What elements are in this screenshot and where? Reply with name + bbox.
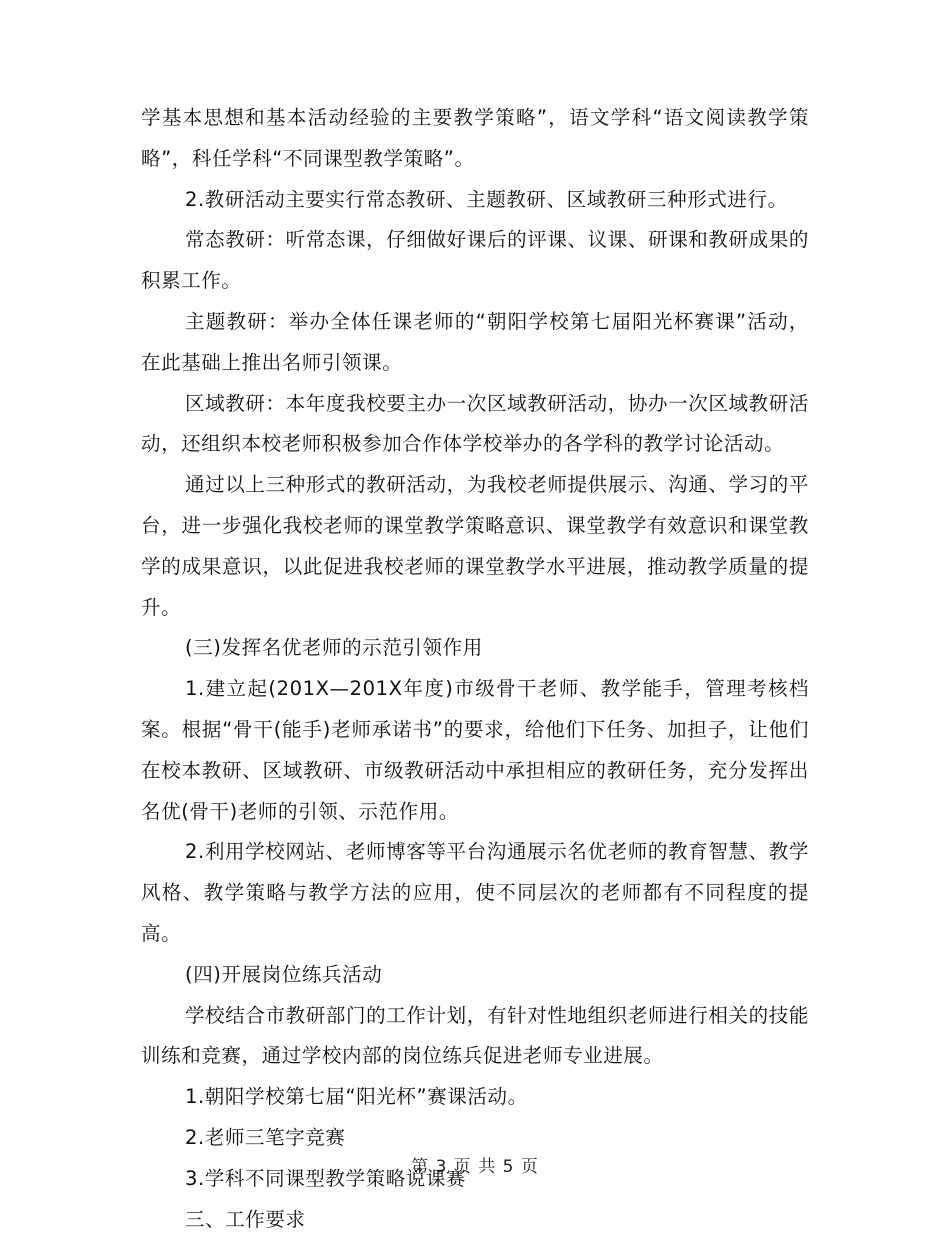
paragraph: 学校结合市教研部门的工作计划，有针对性地组织老师进行相关的技能训练和竞赛，通过学校内部的岗位练兵促进老师专业进展。: [141, 1003, 809, 1068]
paragraph: 常态教研：听常态课，仔细做好课后的评课、议课、研课和教研成果的积累工作。: [141, 228, 809, 293]
paragraph: 2.老师三笔字竞赛: [185, 1125, 346, 1149]
paragraph: 通过以上三种形式的教研活动，为我校老师提供展示、沟通、学习的平台，进一步强化我校老师的课堂教学策略意识、课堂教学有效意识和课堂教学的成果意识，以此促进我校老师的课堂教学水平进展，推动教学质量的提升。: [141, 473, 809, 619]
paragraph: 2.利用学校网站、老师博客等平台沟通展示名优老师的教育智慧、教学风格、教学策略与教学方法的应用，使不同层次的老师都有不同程度的提高。: [141, 840, 809, 945]
paragraph: 学基本思想和基本活动经验的主要教学策略”，语文学科“语文阅读教学策略”，科任学科“不同课型教学策略”。: [141, 106, 809, 170]
document-body: [141, 98, 809, 1240]
paragraph: 三、工作要求: [185, 1207, 306, 1231]
paragraph: 1.建立起(201X—201X年度)市级骨干老师、教学能手，管理考核档案。根据“骨干(能手)老师承诺书”的要求，给他们下任务、加担子，让他们在校本教研、区域教研、市级教研活动中承担相应的教研任务，充分发挥出名优(骨干)老师的引领、示范作用。: [141, 677, 809, 823]
paragraph: 3.学科不同课型教学策略说课赛: [185, 1166, 467, 1190]
paragraph: 2.教研活动主要实行常态教研、主题教研、区域教研三种形式进行。: [185, 187, 788, 211]
paragraph: 主题教研：举办全体任课老师的“朝阳学校第七届阳光杯赛课”活动，在此基础上推出名师引领课。: [141, 309, 809, 374]
page-footer: 第 3 页 共 5 页: [411, 1157, 539, 1177]
paragraph: (三)发挥名优老师的示范引领作用: [185, 636, 483, 660]
paragraph: 区域教研：本年度我校要主办一次区域教研活动，协办一次区域教研活动，还组织本校老师积极参加合作体学校举办的各学科的教学讨论活动。: [141, 391, 809, 456]
paragraph: 1.朝阳学校第七届“阳光杯”赛课活动。: [185, 1085, 528, 1109]
paragraph: (四)开展岗位练兵活动: [185, 962, 383, 986]
